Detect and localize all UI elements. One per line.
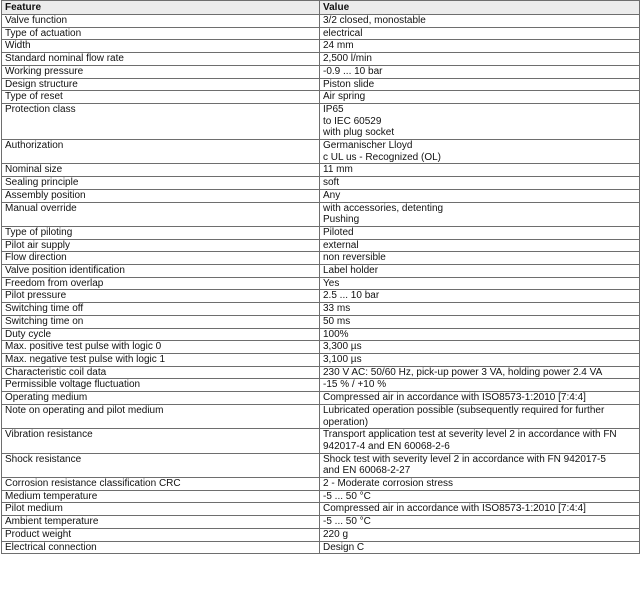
feature-cell: Switching time off bbox=[2, 303, 320, 316]
table-row bbox=[2, 239, 640, 252]
table-row bbox=[2, 40, 640, 53]
table-row bbox=[2, 366, 640, 379]
value-line: Any bbox=[323, 189, 341, 201]
value-cell bbox=[320, 265, 640, 278]
feature-cell: Valve function bbox=[2, 15, 320, 28]
header-feature: Feature bbox=[2, 1, 320, 15]
feature-cell: Max. negative test pulse with logic 1 bbox=[2, 353, 320, 366]
value-cell bbox=[320, 528, 640, 541]
feature-cell: Max. positive test pulse with logic 0 bbox=[2, 341, 320, 354]
feature-cell: Electrical connection bbox=[2, 541, 320, 554]
table-row bbox=[2, 392, 640, 405]
value-line: Design C bbox=[323, 541, 365, 553]
table-row bbox=[2, 490, 640, 503]
feature-cell: Note on operating and pilot medium bbox=[2, 404, 320, 428]
feature-cell: Valve position identification bbox=[2, 265, 320, 278]
feature-cell: Standard nominal flow rate bbox=[2, 53, 320, 66]
feature-cell: Pilot air supply bbox=[2, 239, 320, 252]
value-line: Pushing bbox=[323, 214, 360, 226]
feature-cell: Nominal size bbox=[2, 164, 320, 177]
feature-cell: Type of actuation bbox=[2, 27, 320, 40]
value-line: 11 mm bbox=[323, 164, 353, 176]
value-cell bbox=[320, 40, 640, 53]
table-row bbox=[2, 478, 640, 491]
value-line: operation) bbox=[323, 416, 369, 428]
value-cell bbox=[320, 478, 640, 491]
value-line: -5 ... 50 °C bbox=[323, 490, 371, 502]
table-row bbox=[2, 453, 640, 477]
value-cell bbox=[320, 252, 640, 265]
table-row bbox=[2, 315, 640, 328]
feature-cell: Characteristic coil data bbox=[2, 366, 320, 379]
table-row bbox=[2, 252, 640, 265]
feature-cell: Protection class bbox=[2, 103, 320, 139]
value-line: 100% bbox=[323, 328, 349, 340]
value-cell bbox=[320, 379, 640, 392]
value-line: 942017-4 and EN 60068-2-6 bbox=[323, 440, 450, 452]
value-line: soft bbox=[323, 177, 340, 189]
table-row bbox=[2, 328, 640, 341]
value-line: 2 - Moderate corrosion stress bbox=[323, 478, 454, 490]
table-row bbox=[2, 353, 640, 366]
value-cell bbox=[320, 303, 640, 316]
value-cell bbox=[320, 189, 640, 202]
table-row bbox=[2, 53, 640, 66]
value-line: 2.5 ... 10 bar bbox=[323, 290, 380, 302]
value-line: 33 ms bbox=[323, 303, 351, 315]
value-cell bbox=[320, 429, 640, 453]
table-row bbox=[2, 503, 640, 516]
value-cell bbox=[320, 453, 640, 477]
table-row bbox=[2, 164, 640, 177]
header-row bbox=[2, 1, 640, 15]
value-cell bbox=[320, 91, 640, 104]
feature-cell: Design structure bbox=[2, 78, 320, 91]
feature-cell: Type of reset bbox=[2, 91, 320, 104]
table-row bbox=[2, 290, 640, 303]
feature-cell: Product weight bbox=[2, 528, 320, 541]
value-cell bbox=[320, 15, 640, 28]
table-row bbox=[2, 78, 640, 91]
value-line: non reversible bbox=[323, 252, 386, 264]
feature-cell: Working pressure bbox=[2, 65, 320, 78]
feature-cell: Ambient temperature bbox=[2, 516, 320, 529]
table-row bbox=[2, 15, 640, 28]
value-line: Label holder bbox=[323, 265, 379, 277]
table-row bbox=[2, 226, 640, 239]
value-line: 50 ms bbox=[323, 315, 351, 327]
value-line: and EN 60068-2-27 bbox=[323, 465, 411, 477]
table-row bbox=[2, 265, 640, 278]
value-line: Compressed air in accordance with ISO8573-1:2010 [7:4:4] bbox=[323, 392, 586, 404]
feature-cell: Vibration resistance bbox=[2, 429, 320, 453]
value-line: 24 mm bbox=[323, 40, 354, 52]
value-line: 220 g bbox=[323, 528, 349, 540]
value-line: 3,300 µs bbox=[323, 341, 362, 353]
feature-cell: Permissible voltage fluctuation bbox=[2, 379, 320, 392]
feature-cell: Assembly position bbox=[2, 189, 320, 202]
value-cell bbox=[320, 290, 640, 303]
value-cell bbox=[320, 328, 640, 341]
table-row bbox=[2, 541, 640, 554]
table-body bbox=[2, 15, 640, 554]
value-cell bbox=[320, 103, 640, 139]
feature-cell: Switching time on bbox=[2, 315, 320, 328]
feature-cell: Operating medium bbox=[2, 392, 320, 405]
table-header bbox=[2, 1, 640, 15]
value-line: external bbox=[323, 239, 359, 251]
value-line: Yes bbox=[323, 277, 340, 289]
value-line: Piloted bbox=[323, 226, 354, 238]
value-cell bbox=[320, 239, 640, 252]
value-line: Piston slide bbox=[323, 78, 375, 90]
value-line: to IEC 60529 bbox=[323, 115, 382, 127]
value-line: with plug socket bbox=[323, 127, 395, 139]
value-line: 3/2 closed, monostable bbox=[323, 15, 426, 26]
value-cell bbox=[320, 366, 640, 379]
value-cell bbox=[320, 341, 640, 354]
table-row bbox=[2, 528, 640, 541]
value-line: Lubricated operation possible (subsequently required for further bbox=[323, 404, 605, 416]
value-cell bbox=[320, 164, 640, 177]
table-row bbox=[2, 140, 640, 164]
value-line: Germanischer Lloyd bbox=[323, 140, 413, 152]
feature-cell: Authorization bbox=[2, 140, 320, 164]
feature-cell: Pilot medium bbox=[2, 503, 320, 516]
value-line: Compressed air in accordance with ISO8573-1:2010 [7:4:4] bbox=[323, 503, 586, 515]
feature-cell: Pilot pressure bbox=[2, 290, 320, 303]
value-cell bbox=[320, 503, 640, 516]
value-cell bbox=[320, 541, 640, 554]
feature-cell: Flow direction bbox=[2, 252, 320, 265]
value-line: -0.9 ... 10 bar bbox=[323, 65, 383, 77]
feature-cell: Duty cycle bbox=[2, 328, 320, 341]
value-line: -5 ... 50 °C bbox=[323, 516, 371, 528]
table-row bbox=[2, 65, 640, 78]
value-line: -15 % / +10 % bbox=[323, 379, 387, 391]
table-row bbox=[2, 177, 640, 190]
value-line: c UL us - Recognized (OL) bbox=[323, 151, 442, 163]
value-line: 2,500 l/min bbox=[323, 53, 372, 65]
value-cell bbox=[320, 516, 640, 529]
table-row bbox=[2, 379, 640, 392]
value-line: Shock test with severity level 2 in accordance with FN 942017-5 bbox=[323, 453, 606, 465]
value-cell bbox=[320, 140, 640, 164]
value-cell bbox=[320, 315, 640, 328]
value-cell bbox=[320, 404, 640, 428]
feature-cell: Type of piloting bbox=[2, 226, 320, 239]
value-line: electrical bbox=[323, 27, 363, 39]
value-cell bbox=[320, 27, 640, 40]
table-row bbox=[2, 341, 640, 354]
value-cell bbox=[320, 490, 640, 503]
value-line: IP65 bbox=[323, 103, 344, 115]
feature-cell: Corrosion resistance classification CRC bbox=[2, 478, 320, 491]
table-row bbox=[2, 277, 640, 290]
feature-cell: Shock resistance bbox=[2, 453, 320, 477]
table-row bbox=[2, 429, 640, 453]
feature-cell: Width bbox=[2, 40, 320, 53]
value-cell bbox=[320, 53, 640, 66]
table-row bbox=[2, 27, 640, 40]
value-line: 3,100 µs bbox=[323, 353, 362, 365]
table-row bbox=[2, 516, 640, 529]
value-line: with accessories, detenting bbox=[323, 202, 444, 214]
value-line: 230 V AC: 50/60 Hz, pick-up power 3 VA, holding power 2.4 VA bbox=[323, 366, 603, 378]
table-row bbox=[2, 103, 640, 139]
value-cell bbox=[320, 277, 640, 290]
value-cell bbox=[320, 65, 640, 78]
table-row bbox=[2, 404, 640, 428]
table-row bbox=[2, 202, 640, 226]
table-row bbox=[2, 189, 640, 202]
feature-cell: Freedom from overlap bbox=[2, 277, 320, 290]
table-row bbox=[2, 91, 640, 104]
value-cell bbox=[320, 78, 640, 91]
value-cell bbox=[320, 202, 640, 226]
value-cell bbox=[320, 226, 640, 239]
feature-cell: Medium temperature bbox=[2, 490, 320, 503]
specification-table bbox=[1, 0, 640, 554]
value-line: Transport application test at severity level 2 in accordance with FN bbox=[323, 429, 617, 441]
value-cell bbox=[320, 392, 640, 405]
value-line: Air spring bbox=[323, 91, 366, 103]
header-value: Value bbox=[320, 1, 640, 15]
feature-cell: Sealing principle bbox=[2, 177, 320, 190]
value-cell bbox=[320, 177, 640, 190]
feature-cell: Manual override bbox=[2, 202, 320, 226]
value-cell bbox=[320, 353, 640, 366]
table-row bbox=[2, 303, 640, 316]
